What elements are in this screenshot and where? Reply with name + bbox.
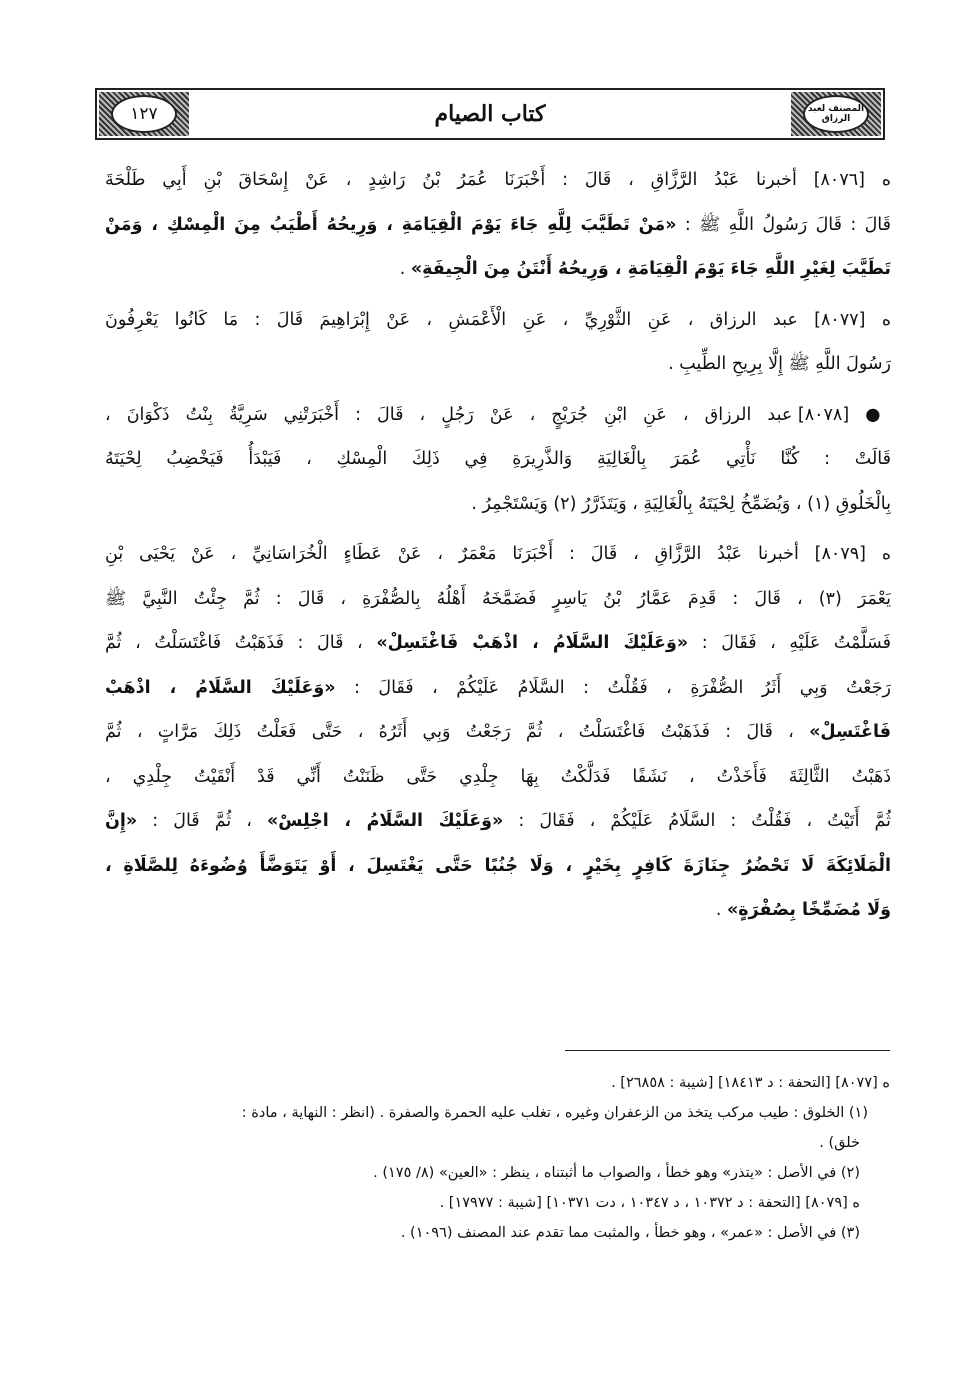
text-line (105, 532, 891, 577)
book-logo-ornament (791, 92, 881, 136)
hadith-paragraph (105, 393, 891, 527)
text-line (105, 710, 891, 755)
text-segment: . (399, 259, 411, 279)
text-segment: ● [٨٠٧٨] عبد الرزاق ، عَنِ ابْنِ جُرَيْجٍ ، عَنْ رَجُلٍ ، قَالَ : أَخْبَرَتْنِي سَرِيَّةُ بِنْتُ ذَكْوَانَ ، (105, 404, 891, 425)
text-line (105, 621, 891, 666)
text-segment: رَجَعْتُ وَبِي أَثَرُ الصُّفْرَةِ ، فَقُلْتُ : السَّلَامُ عَلَيْكُمْ ، فَقَالَ : (335, 677, 891, 698)
quoted-text: «وَعَلَيْكَ السَّلَامُ ، اذْهَبْ (105, 677, 336, 698)
text-segment: ، قَالَ : فَذَهَبْتُ فَاغْتَسَلْتُ ، ثُمَّ رَجَعْتُ وَبِي أَثَرُهُ ، حَتَّى فَعَلْتُ ذَلِكَ مَرَّاتٍ ، ثُمَّ (105, 722, 810, 742)
footnote: (٢) في الأصل : «يتذر» وهو خطأ ، والصواب ما أثبتناه ، ينظر : «العين» (٨/ ١٧٥) . (373, 1165, 860, 1181)
text-line (105, 888, 891, 933)
hadith-paragraph (105, 532, 891, 933)
text-segment: قَالَ : قَالَ رَسُولُ اللَّهِ ﷺ : (676, 214, 891, 235)
quoted-text: «مَنْ تَطَيَّبَ لِلَّهِ جَاءَ يَوْمَ الْقِيَامَةِ ، وَرِيحُهُ أَطْيَبُ مِنَ الْمِسْكِ ، وَمَنْ (105, 214, 677, 235)
text-segment: . (715, 900, 727, 920)
chapter-title: كتاب الصيام (434, 101, 546, 127)
page-number-ornament (99, 92, 189, 136)
text-line (105, 844, 891, 889)
text-line (105, 577, 891, 622)
text-segment: ه [٨٠٧٩] أخبرنا عَبْدُ الرَّزَّاقِ ، قَالَ : أَخْبَرَنَا مَعْمَرٌ ، عَنْ عَطَاءٍ الْخُرَاسَانِيِّ ، عَنْ يَحْيَى بْنِ (105, 544, 891, 564)
text-segment: فَسَلَّمْتُ عَلَيْهِ ، فَقَالَ : (688, 633, 891, 653)
quoted-text: «إِنَّ (105, 811, 138, 831)
footnote-divider (565, 1050, 890, 1051)
text-line (105, 755, 891, 800)
text-line (105, 393, 891, 438)
text-segment: ذَهَبْتُ الثَّالِثَةَ فَأَخَذْتُ ، نَشَفًا فَدَلَّكْتُ بِهَا جِلْدِي حَتَّى ظَنَنْتُ أَنِّي قَدْ أَنْقَيْتُ جِلْدِي ، (105, 766, 891, 787)
quoted-text: وَلَا مُضَمِّخًا بِصُفْرَةٍ» (726, 900, 891, 920)
footnotes (105, 1068, 890, 1248)
footnote: ه [٨٠٧٩] [التحفة : د ١٠٣٧٢ ، د ١٠٣٤٧ ، دت ١٠٣٧١] [شيبة : ١٧٩٧٧] . (439, 1195, 860, 1211)
page-number: ١٢٧ (111, 95, 177, 133)
quoted-text: «وَعَلَيْكَ السَّلَامُ ، اجْلِسْ» (266, 811, 504, 831)
text-segment: قَالَتْ : كُنَّا نَأْتِي عُمَرَ بِالْغَالِيَةِ وَالذَّرِيرَةِ فِي ذَلِكَ الْمِسْكِ ، فَيَبْدَأُ فَيَخْضِبُ لِحْيَتَهُ (105, 449, 891, 469)
text-line (105, 666, 891, 711)
text-line (105, 799, 891, 844)
hadith-paragraph (105, 298, 891, 387)
footnote: ه [٨٠٧٧] [التحفة : د ١٨٤١٣] [شيبة : ٢٦٨٥٨] . (611, 1075, 890, 1091)
text-line (105, 482, 891, 527)
quoted-text: «وَعَلَيْكَ السَّلَامُ ، اذْهَبْ فَاغْتَسِلْ» (376, 633, 689, 653)
hadith-paragraph (105, 158, 891, 292)
text-segment: بِالْخَلُوقِ (١) ، وَيُضَمِّخُ لِحْيَتَهُ بِالْغَالِيَةِ ، وَيَتَذَرَّرُ (٢) وَيَسْتَجْمِرُ . (471, 493, 891, 514)
text-line (105, 437, 891, 482)
text-segment: ، ثُمَّ قَالَ : (137, 811, 267, 831)
footnote: (٣) في الأصل : «عمر» ، وهو خطأ ، والمثبت مما تقدم عند المصنف (١٠٩٦) . (400, 1225, 860, 1241)
book-logo: المصنف لعبد الرزاق (803, 95, 869, 133)
quoted-text: تَطَيَّبَ لِغَيْرِ اللَّهِ جَاءَ يَوْمَ الْقِيَامَةِ ، وَرِيحُهُ أَنْتَنُ مِنَ الْجِيفَةِ» (410, 259, 891, 279)
page-header (95, 88, 885, 140)
text-segment: يَعْمَرَ (٣) ، قَالَ : قَدِمَ عَمَّارُ بْنُ يَاسِرٍ فَضَمَّخَهُ أَهْلُهُ بِالصُّفْرَةِ ، قَالَ : ثُمَّ جِئْتُ النَّبِيَّ ﷺ (105, 588, 891, 609)
text-line (105, 158, 891, 203)
text-segment: ه [٨٠٧٧] عبد الرزاق ، عَنِ الثَّوْرِيِّ ، عَنِ الْأَعْمَشِ ، عَنْ إِبْرَاهِيمَ قَالَ : مَا كَانُوا يَعْرِفُونَ (105, 309, 891, 330)
text-line (105, 298, 891, 343)
text-segment: ، قَالَ : فَذَهَبْتُ فَاغْتَسَلْتُ ، ثُمَّ (105, 633, 377, 653)
quoted-text: فَاغْتَسِلْ» (809, 722, 891, 742)
footnote: خلق) . (819, 1135, 860, 1151)
text-segment: رَسُولَ اللَّهِ ﷺ إِلَّا بِرِيحِ الطِّيبِ . (668, 354, 891, 374)
text-line (105, 342, 891, 387)
main-text (105, 158, 891, 939)
text-segment: ثُمَّ أَتَيْتُ ، فَقُلْتُ : السَّلَامُ عَلَيْكُمْ ، فَقَالَ : (503, 811, 891, 831)
quoted-text: الْمَلَائِكَةَ لَا تَحْضُرُ جِنَازَةَ كَافِرٍ بِخَيْرٍ ، وَلَا جُنُبًا حَتَّى يَغْتَسِلَ ، أَوْ يَتَوَضَّأَ وُضُوءَهُ لِلصَّلَاةِ ، (105, 855, 891, 876)
footnote: (١) الخلوق : طيب مركب يتخذ من الزعفران وغيره ، تغلب عليه الحمرة والصفرة . (انظر : النهاية ، مادة : (241, 1105, 868, 1121)
text-line (105, 247, 891, 292)
text-segment: ه [٨٠٧٦] أخبرنا عَبْدُ الرَّزَّاقِ ، قَالَ : أَخْبَرَنَا عُمَرُ بْنُ رَاشِدٍ ، عَنْ إِسْحَاقَ بْنِ أَبِي طَلْحَةَ (105, 170, 891, 190)
text-line (105, 203, 891, 248)
